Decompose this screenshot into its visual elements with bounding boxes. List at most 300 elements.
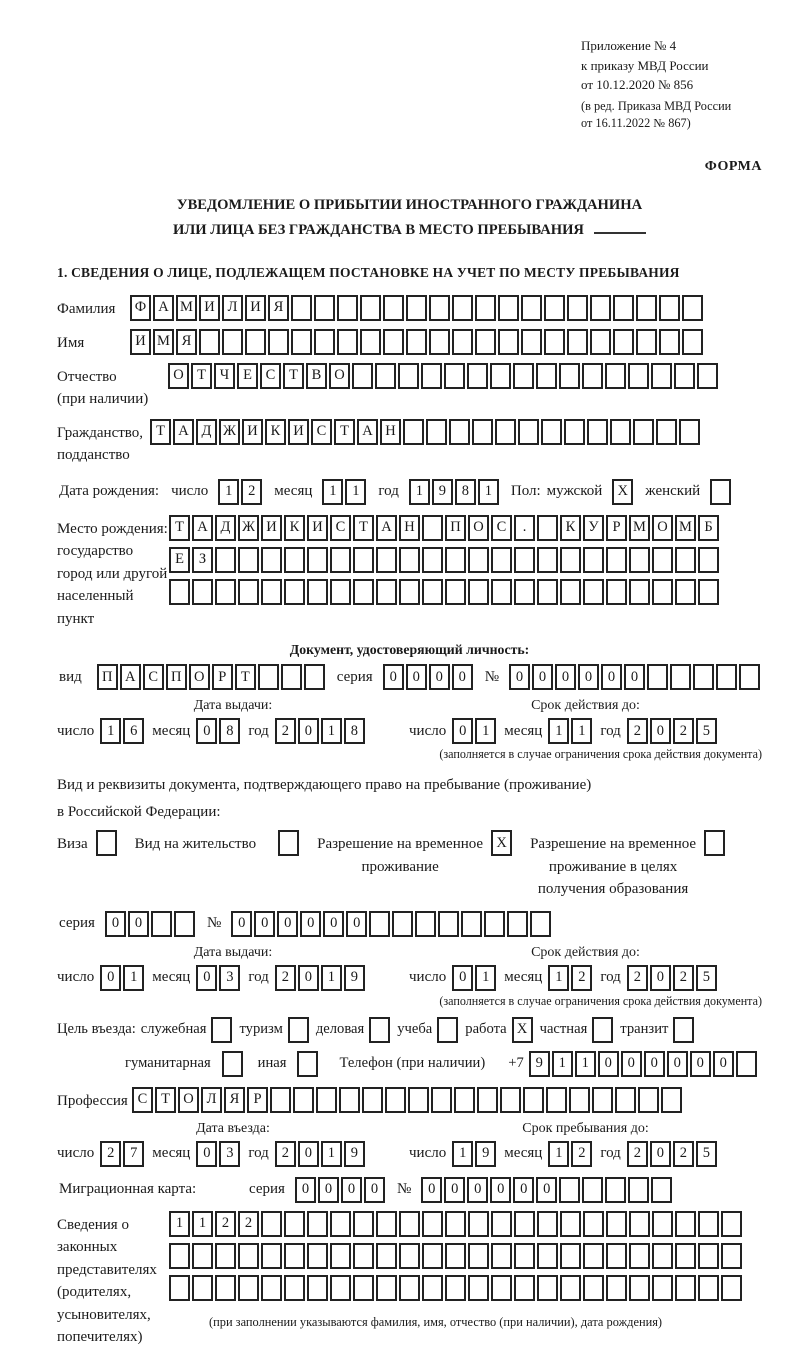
char-cell[interactable] [583, 1243, 604, 1269]
char-cell[interactable] [291, 329, 312, 355]
char-cell[interactable] [536, 363, 557, 389]
char-cell[interactable]: 1 [345, 479, 366, 505]
char-cell[interactable] [636, 329, 657, 355]
char-cell[interactable]: 1 [548, 718, 569, 744]
char-cell[interactable]: 0 [444, 1177, 465, 1203]
char-cell[interactable] [438, 911, 459, 937]
char-cell[interactable]: 0 [421, 1177, 442, 1203]
char-cell[interactable] [337, 295, 358, 321]
char-cell[interactable] [659, 295, 680, 321]
char-cell[interactable]: Д [215, 515, 236, 541]
char-cell[interactable]: И [130, 329, 151, 355]
char-cell[interactable] [495, 419, 516, 445]
char-cell[interactable] [514, 579, 535, 605]
char-cell[interactable] [507, 911, 528, 937]
char-cell[interactable] [500, 1087, 521, 1113]
char-cell[interactable]: Л [222, 295, 243, 321]
char-cell[interactable] [633, 419, 654, 445]
char-cell[interactable] [383, 329, 404, 355]
char-cell[interactable] [360, 329, 381, 355]
char-cell[interactable]: X [491, 830, 512, 856]
char-cell[interactable]: 9 [344, 1141, 365, 1167]
char-cell[interactable]: И [199, 295, 220, 321]
char-cell[interactable] [376, 1211, 397, 1237]
char-cell[interactable]: 2 [627, 718, 648, 744]
char-cell[interactable] [652, 1243, 673, 1269]
char-cell[interactable]: 0 [346, 911, 367, 937]
char-cell[interactable] [544, 295, 565, 321]
char-cell[interactable]: И [245, 295, 266, 321]
char-cell[interactable] [238, 1275, 259, 1301]
char-cell[interactable]: 8 [455, 479, 476, 505]
char-cell[interactable]: 9 [432, 479, 453, 505]
char-cell[interactable] [537, 1243, 558, 1269]
char-cell[interactable] [238, 547, 259, 573]
char-cell[interactable] [307, 579, 328, 605]
char-cell[interactable]: 0 [100, 965, 121, 991]
char-cell[interactable] [698, 1211, 719, 1237]
char-cell[interactable] [431, 1087, 452, 1113]
char-cell[interactable] [541, 419, 562, 445]
char-cell[interactable] [192, 579, 213, 605]
char-cell[interactable] [422, 547, 443, 573]
char-cell[interactable]: 0 [601, 664, 622, 690]
char-cell[interactable] [583, 547, 604, 573]
char-cell[interactable] [498, 295, 519, 321]
char-cell[interactable] [284, 1211, 305, 1237]
char-cell[interactable] [693, 664, 714, 690]
char-cell[interactable]: Б [698, 515, 719, 541]
char-cell[interactable] [652, 547, 673, 573]
char-cell[interactable]: 0 [452, 664, 473, 690]
char-cell[interactable] [651, 363, 672, 389]
char-cell[interactable]: 0 [532, 664, 553, 690]
char-cell[interactable] [605, 363, 626, 389]
char-cell[interactable] [721, 1243, 742, 1269]
char-cell[interactable]: Ж [238, 515, 259, 541]
char-cell[interactable]: 1 [100, 718, 121, 744]
char-cell[interactable] [270, 1087, 291, 1113]
char-cell[interactable] [444, 363, 465, 389]
char-cell[interactable]: О [189, 664, 210, 690]
char-cell[interactable]: 0 [231, 911, 252, 937]
char-cell[interactable] [399, 1275, 420, 1301]
char-cell[interactable]: 2 [627, 1141, 648, 1167]
char-cell[interactable]: 1 [322, 479, 343, 505]
char-cell[interactable] [215, 547, 236, 573]
char-cell[interactable] [587, 419, 608, 445]
char-cell[interactable]: Т [150, 419, 171, 445]
char-cell[interactable] [353, 1211, 374, 1237]
char-cell[interactable] [606, 1243, 627, 1269]
char-cell[interactable] [215, 1275, 236, 1301]
char-cell[interactable]: 5 [696, 718, 717, 744]
char-cell[interactable] [521, 329, 542, 355]
char-cell[interactable]: 6 [123, 718, 144, 744]
char-cell[interactable] [514, 1211, 535, 1237]
char-cell[interactable]: 1 [123, 965, 144, 991]
char-cell[interactable]: С [132, 1087, 153, 1113]
char-cell[interactable] [238, 1243, 259, 1269]
char-cell[interactable] [461, 911, 482, 937]
char-cell[interactable]: 0 [621, 1051, 642, 1077]
char-cell[interactable] [629, 547, 650, 573]
char-cell[interactable]: 1 [571, 718, 592, 744]
char-cell[interactable] [651, 1177, 672, 1203]
char-cell[interactable] [675, 1243, 696, 1269]
char-cell[interactable] [454, 1087, 475, 1113]
char-cell[interactable]: 0 [196, 718, 217, 744]
char-cell[interactable]: 0 [644, 1051, 665, 1077]
char-cell[interactable] [739, 664, 760, 690]
char-cell[interactable] [467, 363, 488, 389]
char-cell[interactable] [376, 1243, 397, 1269]
char-cell[interactable]: 5 [696, 1141, 717, 1167]
char-cell[interactable] [673, 1017, 694, 1043]
char-cell[interactable]: П [97, 664, 118, 690]
char-cell[interactable] [559, 1177, 580, 1203]
char-cell[interactable] [560, 579, 581, 605]
char-cell[interactable]: Н [399, 515, 420, 541]
char-cell[interactable]: 9 [475, 1141, 496, 1167]
char-cell[interactable] [721, 1211, 742, 1237]
char-cell[interactable]: 2 [571, 1141, 592, 1167]
char-cell[interactable] [537, 515, 558, 541]
char-cell[interactable]: 2 [275, 965, 296, 991]
char-cell[interactable]: К [284, 515, 305, 541]
char-cell[interactable]: 0 [298, 1141, 319, 1167]
char-cell[interactable] [559, 363, 580, 389]
char-cell[interactable] [523, 1087, 544, 1113]
char-cell[interactable]: П [166, 664, 187, 690]
char-cell[interactable] [674, 363, 695, 389]
char-cell[interactable] [330, 1211, 351, 1237]
char-cell[interactable]: 1 [475, 965, 496, 991]
char-cell[interactable]: 0 [513, 1177, 534, 1203]
char-cell[interactable]: Е [237, 363, 258, 389]
char-cell[interactable] [583, 579, 604, 605]
char-cell[interactable]: 0 [277, 911, 298, 937]
char-cell[interactable]: 0 [298, 965, 319, 991]
char-cell[interactable]: Л [201, 1087, 222, 1113]
char-cell[interactable]: И [242, 419, 263, 445]
char-cell[interactable] [484, 911, 505, 937]
char-cell[interactable]: 0 [196, 1141, 217, 1167]
char-cell[interactable] [560, 1243, 581, 1269]
char-cell[interactable] [710, 479, 731, 505]
char-cell[interactable] [544, 329, 565, 355]
char-cell[interactable] [475, 329, 496, 355]
char-cell[interactable]: 0 [364, 1177, 385, 1203]
char-cell[interactable] [659, 329, 680, 355]
char-cell[interactable]: 0 [509, 664, 530, 690]
char-cell[interactable]: 0 [295, 1177, 316, 1203]
char-cell[interactable] [583, 1211, 604, 1237]
char-cell[interactable] [353, 547, 374, 573]
char-cell[interactable]: Я [224, 1087, 245, 1113]
char-cell[interactable] [675, 547, 696, 573]
char-cell[interactable] [422, 515, 443, 541]
char-cell[interactable] [369, 911, 390, 937]
char-cell[interactable] [339, 1087, 360, 1113]
char-cell[interactable]: Ж [219, 419, 240, 445]
char-cell[interactable] [422, 1275, 443, 1301]
char-cell[interactable]: 1 [192, 1211, 213, 1237]
char-cell[interactable]: 0 [598, 1051, 619, 1077]
char-cell[interactable] [330, 1275, 351, 1301]
char-cell[interactable]: 0 [667, 1051, 688, 1077]
char-cell[interactable] [192, 1243, 213, 1269]
char-cell[interactable]: Ф [130, 295, 151, 321]
char-cell[interactable]: Р [247, 1087, 268, 1113]
char-cell[interactable]: К [560, 515, 581, 541]
char-cell[interactable]: С [260, 363, 281, 389]
char-cell[interactable] [697, 363, 718, 389]
char-cell[interactable] [629, 579, 650, 605]
char-cell[interactable] [567, 295, 588, 321]
char-cell[interactable] [652, 1275, 673, 1301]
char-cell[interactable] [613, 295, 634, 321]
char-cell[interactable] [376, 1275, 397, 1301]
char-cell[interactable] [406, 295, 427, 321]
char-cell[interactable]: А [357, 419, 378, 445]
char-cell[interactable]: 0 [298, 718, 319, 744]
char-cell[interactable] [682, 295, 703, 321]
char-cell[interactable]: 0 [128, 911, 149, 937]
char-cell[interactable]: 2 [238, 1211, 259, 1237]
char-cell[interactable] [537, 1211, 558, 1237]
char-cell[interactable] [679, 419, 700, 445]
char-cell[interactable]: 5 [696, 965, 717, 991]
char-cell[interactable] [261, 1211, 282, 1237]
char-cell[interactable] [426, 419, 447, 445]
char-cell[interactable] [590, 295, 611, 321]
char-cell[interactable]: Я [176, 329, 197, 355]
char-cell[interactable] [698, 547, 719, 573]
char-cell[interactable]: А [173, 419, 194, 445]
char-cell[interactable] [445, 579, 466, 605]
char-cell[interactable] [222, 329, 243, 355]
char-cell[interactable] [530, 911, 551, 937]
char-cell[interactable]: 2 [627, 965, 648, 991]
char-cell[interactable] [661, 1087, 682, 1113]
char-cell[interactable]: О [468, 515, 489, 541]
char-cell[interactable] [422, 1243, 443, 1269]
char-cell[interactable]: 2 [673, 965, 694, 991]
char-cell[interactable]: Т [191, 363, 212, 389]
char-cell[interactable] [537, 579, 558, 605]
char-cell[interactable] [385, 1087, 406, 1113]
char-cell[interactable] [151, 911, 172, 937]
char-cell[interactable] [278, 830, 299, 856]
char-cell[interactable]: А [153, 295, 174, 321]
char-cell[interactable] [537, 547, 558, 573]
char-cell[interactable]: X [612, 479, 633, 505]
char-cell[interactable]: 0 [341, 1177, 362, 1203]
char-cell[interactable] [606, 1211, 627, 1237]
char-cell[interactable]: 0 [578, 664, 599, 690]
char-cell[interactable]: О [652, 515, 673, 541]
char-cell[interactable]: 8 [344, 718, 365, 744]
char-cell[interactable] [211, 1017, 232, 1043]
char-cell[interactable] [261, 1275, 282, 1301]
char-cell[interactable]: И [307, 515, 328, 541]
char-cell[interactable] [284, 547, 305, 573]
char-cell[interactable]: 0 [713, 1051, 734, 1077]
char-cell[interactable] [698, 1275, 719, 1301]
char-cell[interactable] [222, 1051, 243, 1077]
char-cell[interactable]: П [445, 515, 466, 541]
char-cell[interactable] [498, 329, 519, 355]
char-cell[interactable] [475, 295, 496, 321]
char-cell[interactable] [376, 579, 397, 605]
char-cell[interactable]: 0 [300, 911, 321, 937]
char-cell[interactable]: 1 [475, 718, 496, 744]
char-cell[interactable] [491, 579, 512, 605]
char-cell[interactable]: А [192, 515, 213, 541]
char-cell[interactable] [445, 1275, 466, 1301]
char-cell[interactable] [353, 579, 374, 605]
char-cell[interactable] [590, 329, 611, 355]
char-cell[interactable] [472, 419, 493, 445]
char-cell[interactable] [403, 419, 424, 445]
char-cell[interactable] [698, 1243, 719, 1269]
char-cell[interactable]: 1 [321, 1141, 342, 1167]
char-cell[interactable]: 2 [571, 965, 592, 991]
char-cell[interactable]: 2 [673, 718, 694, 744]
char-cell[interactable]: Т [353, 515, 374, 541]
char-cell[interactable] [721, 1275, 742, 1301]
char-cell[interactable]: 0 [254, 911, 275, 937]
char-cell[interactable]: Ч [214, 363, 235, 389]
char-cell[interactable]: 1 [548, 965, 569, 991]
char-cell[interactable] [628, 363, 649, 389]
char-cell[interactable]: 0 [452, 718, 473, 744]
char-cell[interactable]: 1 [575, 1051, 596, 1077]
char-cell[interactable] [281, 664, 302, 690]
char-cell[interactable]: С [143, 664, 164, 690]
char-cell[interactable]: X [512, 1017, 533, 1043]
char-cell[interactable]: И [288, 419, 309, 445]
char-cell[interactable] [353, 1275, 374, 1301]
char-cell[interactable] [352, 363, 373, 389]
char-cell[interactable]: Я [268, 295, 289, 321]
char-cell[interactable] [169, 579, 190, 605]
char-cell[interactable] [704, 830, 725, 856]
char-cell[interactable] [307, 1243, 328, 1269]
char-cell[interactable] [452, 329, 473, 355]
char-cell[interactable] [174, 911, 195, 937]
char-cell[interactable] [261, 547, 282, 573]
char-cell[interactable] [675, 1211, 696, 1237]
char-cell[interactable] [437, 1017, 458, 1043]
char-cell[interactable] [610, 419, 631, 445]
char-cell[interactable]: Т [235, 664, 256, 690]
char-cell[interactable] [564, 419, 585, 445]
char-cell[interactable] [582, 363, 603, 389]
char-cell[interactable] [647, 664, 668, 690]
char-cell[interactable] [638, 1087, 659, 1113]
char-cell[interactable]: А [120, 664, 141, 690]
char-cell[interactable] [468, 1275, 489, 1301]
char-cell[interactable] [293, 1087, 314, 1113]
char-cell[interactable] [491, 1211, 512, 1237]
char-cell[interactable] [297, 1051, 318, 1077]
char-cell[interactable] [477, 1087, 498, 1113]
char-cell[interactable] [569, 1087, 590, 1113]
char-cell[interactable] [560, 1275, 581, 1301]
char-cell[interactable] [369, 1017, 390, 1043]
char-cell[interactable]: М [675, 515, 696, 541]
char-cell[interactable] [307, 1275, 328, 1301]
char-cell[interactable] [513, 363, 534, 389]
char-cell[interactable] [567, 329, 588, 355]
char-cell[interactable] [307, 1211, 328, 1237]
char-cell[interactable] [215, 579, 236, 605]
char-cell[interactable] [491, 1275, 512, 1301]
char-cell[interactable] [376, 547, 397, 573]
char-cell[interactable] [96, 830, 117, 856]
char-cell[interactable] [445, 1211, 466, 1237]
char-cell[interactable] [682, 329, 703, 355]
char-cell[interactable] [192, 1275, 213, 1301]
char-cell[interactable] [449, 419, 470, 445]
char-cell[interactable] [606, 1275, 627, 1301]
char-cell[interactable] [330, 1243, 351, 1269]
char-cell[interactable]: М [153, 329, 174, 355]
char-cell[interactable]: 3 [219, 1141, 240, 1167]
char-cell[interactable]: 0 [624, 664, 645, 690]
char-cell[interactable]: С [491, 515, 512, 541]
char-cell[interactable]: 1 [478, 479, 499, 505]
char-cell[interactable]: М [176, 295, 197, 321]
char-cell[interactable]: 2 [673, 1141, 694, 1167]
char-cell[interactable]: 0 [690, 1051, 711, 1077]
char-cell[interactable] [408, 1087, 429, 1113]
char-cell[interactable] [445, 1243, 466, 1269]
char-cell[interactable] [421, 363, 442, 389]
char-cell[interactable]: 0 [323, 911, 344, 937]
char-cell[interactable]: Д [196, 419, 217, 445]
char-cell[interactable] [605, 1177, 626, 1203]
char-cell[interactable]: Е [169, 547, 190, 573]
char-cell[interactable] [491, 547, 512, 573]
char-cell[interactable]: С [330, 515, 351, 541]
char-cell[interactable] [560, 1211, 581, 1237]
char-cell[interactable] [716, 664, 737, 690]
char-cell[interactable] [445, 547, 466, 573]
char-cell[interactable]: 8 [219, 718, 240, 744]
char-cell[interactable] [169, 1275, 190, 1301]
char-cell[interactable] [429, 295, 450, 321]
char-cell[interactable] [518, 419, 539, 445]
char-cell[interactable]: А [376, 515, 397, 541]
char-cell[interactable] [537, 1275, 558, 1301]
char-cell[interactable]: 1 [169, 1211, 190, 1237]
char-cell[interactable] [582, 1177, 603, 1203]
char-cell[interactable] [398, 363, 419, 389]
char-cell[interactable] [592, 1017, 613, 1043]
char-cell[interactable] [258, 664, 279, 690]
char-cell[interactable] [629, 1275, 650, 1301]
char-cell[interactable] [514, 1243, 535, 1269]
char-cell[interactable] [468, 1243, 489, 1269]
char-cell[interactable]: 2 [215, 1211, 236, 1237]
char-cell[interactable] [375, 363, 396, 389]
char-cell[interactable]: 0 [452, 965, 473, 991]
char-cell[interactable] [406, 329, 427, 355]
char-cell[interactable]: Т [334, 419, 355, 445]
